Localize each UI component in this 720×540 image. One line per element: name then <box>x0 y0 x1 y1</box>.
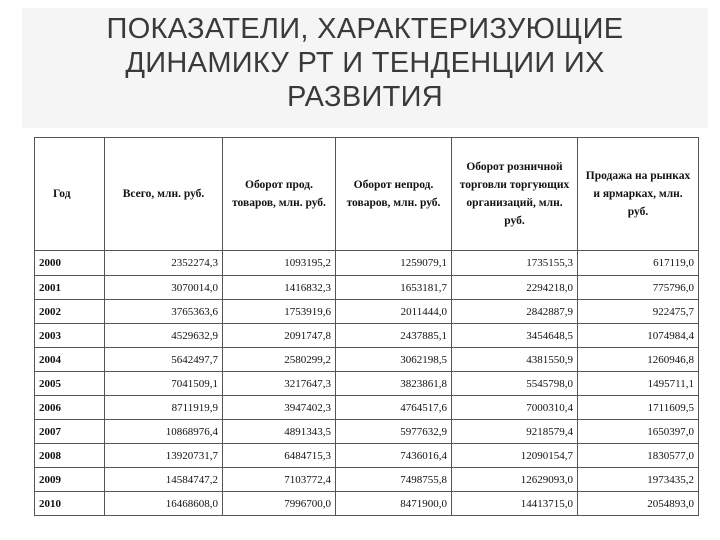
cell-food-turnover: 1416832,3 <box>223 276 336 300</box>
cell-nonfood-turnover: 4764517,6 <box>336 396 452 420</box>
table-row <box>35 444 699 468</box>
header-market-sales: Продажа на рынках и ярмарках, млн. руб. <box>578 138 699 251</box>
cell-market-sales: 1260946,8 <box>578 348 699 372</box>
cell-total: 3070014,0 <box>105 276 223 300</box>
cell-total: 8711919,9 <box>105 396 223 420</box>
cell-nonfood-turnover: 7436016,4 <box>336 444 452 468</box>
table-row <box>35 420 699 444</box>
cell-nonfood-turnover: 1653181,7 <box>336 276 452 300</box>
cell-retail-orgs-turnover: 2842887,9 <box>452 300 578 324</box>
cell-market-sales: 1830577,0 <box>578 444 699 468</box>
cell-retail-orgs-turnover: 12629093,0 <box>452 468 578 492</box>
cell-market-sales: 922475,7 <box>578 300 699 324</box>
cell-total: 4529632,9 <box>105 324 223 348</box>
cell-year: 2002 <box>35 300 105 324</box>
cell-total: 10868976,4 <box>105 420 223 444</box>
cell-total: 16468608,0 <box>105 492 223 516</box>
table-row <box>35 348 699 372</box>
table-row <box>35 276 699 300</box>
header-retail-orgs-turnover: Оборот розничной торговли торгующих организаций, млн. руб. <box>452 138 578 251</box>
table-row <box>35 372 699 396</box>
cell-year: 2007 <box>35 420 105 444</box>
cell-food-turnover: 7103772,4 <box>223 468 336 492</box>
cell-year: 2008 <box>35 444 105 468</box>
cell-market-sales: 1973435,2 <box>578 468 699 492</box>
cell-nonfood-turnover: 3062198,5 <box>336 348 452 372</box>
cell-retail-orgs-turnover: 1735155,3 <box>452 251 578 276</box>
cell-food-turnover: 7996700,0 <box>223 492 336 516</box>
cell-retail-orgs-turnover: 5545798,0 <box>452 372 578 396</box>
cell-retail-orgs-turnover: 9218579,4 <box>452 420 578 444</box>
cell-total: 3765363,6 <box>105 300 223 324</box>
cell-nonfood-turnover: 3823861,8 <box>336 372 452 396</box>
cell-market-sales: 1650397,0 <box>578 420 699 444</box>
table-row <box>35 300 699 324</box>
table-row <box>35 396 699 420</box>
cell-year: 2009 <box>35 468 105 492</box>
cell-total: 14584747,2 <box>105 468 223 492</box>
header-food-turnover: Оборот прод. товаров, млн. руб. <box>223 138 336 251</box>
cell-year: 2001 <box>35 276 105 300</box>
cell-retail-orgs-turnover: 12090154,7 <box>452 444 578 468</box>
table-header-row <box>35 138 699 251</box>
cell-market-sales: 1074984,4 <box>578 324 699 348</box>
cell-nonfood-turnover: 1259079,1 <box>336 251 452 276</box>
cell-total: 7041509,1 <box>105 372 223 396</box>
title-line-2: ДИНАМИКУ РТ И ТЕНДЕНЦИИ ИХ <box>125 47 605 79</box>
cell-food-turnover: 4891343,5 <box>223 420 336 444</box>
cell-total: 5642497,7 <box>105 348 223 372</box>
cell-year: 2000 <box>35 251 105 276</box>
table-row <box>35 251 699 276</box>
cell-nonfood-turnover: 5977632,9 <box>336 420 452 444</box>
cell-year: 2003 <box>35 324 105 348</box>
cell-retail-orgs-turnover: 2294218,0 <box>452 276 578 300</box>
cell-nonfood-turnover: 8471900,0 <box>336 492 452 516</box>
cell-retail-orgs-turnover: 14413715,0 <box>452 492 578 516</box>
cell-food-turnover: 3217647,3 <box>223 372 336 396</box>
cell-retail-orgs-turnover: 3454648,5 <box>452 324 578 348</box>
cell-market-sales: 1711609,5 <box>578 396 699 420</box>
cell-food-turnover: 1093195,2 <box>223 251 336 276</box>
retail-indicators-table <box>34 137 699 516</box>
header-year: Год <box>35 138 105 251</box>
cell-year: 2004 <box>35 348 105 372</box>
title-line-1: ПОКАЗАТЕЛИ, ХАРАКТЕРИЗУЮЩИЕ <box>106 13 624 45</box>
cell-food-turnover: 3947402,3 <box>223 396 336 420</box>
cell-year: 2006 <box>35 396 105 420</box>
cell-food-turnover: 2580299,2 <box>223 348 336 372</box>
cell-year: 2010 <box>35 492 105 516</box>
table-row <box>35 492 699 516</box>
table-row <box>35 324 699 348</box>
cell-retail-orgs-turnover: 7000310,4 <box>452 396 578 420</box>
cell-market-sales: 1495711,1 <box>578 372 699 396</box>
cell-nonfood-turnover: 2437885,1 <box>336 324 452 348</box>
cell-market-sales: 775796,0 <box>578 276 699 300</box>
cell-nonfood-turnover: 2011444,0 <box>336 300 452 324</box>
page-title <box>22 12 708 114</box>
cell-market-sales: 617119,0 <box>578 251 699 276</box>
table-body <box>35 251 699 516</box>
cell-market-sales: 2054893,0 <box>578 492 699 516</box>
cell-total: 2352274,3 <box>105 251 223 276</box>
cell-food-turnover: 6484715,3 <box>223 444 336 468</box>
cell-total: 13920731,7 <box>105 444 223 468</box>
table-row <box>35 468 699 492</box>
cell-food-turnover: 2091747,8 <box>223 324 336 348</box>
header-total: Всего, млн. руб. <box>105 138 223 251</box>
cell-nonfood-turnover: 7498755,8 <box>336 468 452 492</box>
header-nonfood-turnover: Оборот непрод. товаров, млн. руб. <box>336 138 452 251</box>
cell-year: 2005 <box>35 372 105 396</box>
title-line-3: РАЗВИТИЯ <box>286 81 444 113</box>
cell-retail-orgs-turnover: 4381550,9 <box>452 348 578 372</box>
cell-food-turnover: 1753919,6 <box>223 300 336 324</box>
